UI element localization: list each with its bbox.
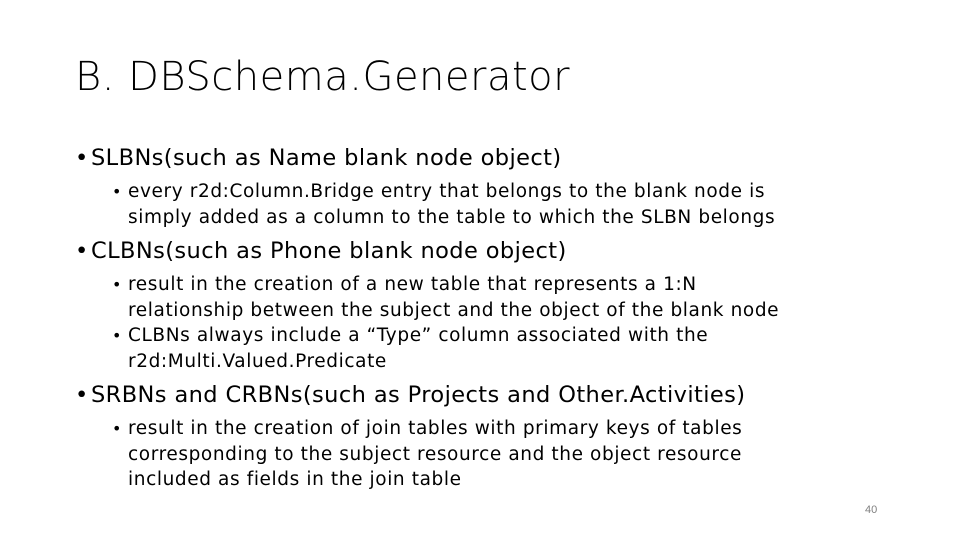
sub-bullet-line: CLBNs always include a “Type” column associated with the bbox=[128, 325, 709, 346]
sub-bullet-line: result in the creation of join tables with primary keys of tables bbox=[128, 418, 743, 439]
sub-bullet-item bbox=[112, 179, 925, 230]
sub-bullet-line: corresponding to the subject resource and the object resource bbox=[128, 443, 742, 465]
bullet-icon: • bbox=[75, 145, 89, 171]
bullet-icon: • bbox=[75, 382, 89, 408]
bullet-icon: • bbox=[112, 326, 123, 345]
bullet-text: SRBNs and CRBNs(such as Projects and Other.Activities) bbox=[91, 382, 746, 408]
slide-title: B. DBSchema.Generator bbox=[75, 54, 571, 100]
sub-bullet-line: every r2d:Column.Bridge entry that belongs to the blank node is bbox=[128, 181, 766, 202]
bullet-item bbox=[75, 236, 925, 266]
slide-body bbox=[75, 143, 925, 499]
sub-bullet-item bbox=[112, 323, 925, 374]
sub-bullet-line: simply added as a column to the table to which the SLBN belongs bbox=[128, 206, 776, 228]
bullet-icon: • bbox=[75, 238, 89, 264]
sub-bullet-line: included as fields in the join table bbox=[128, 469, 462, 490]
bullet-icon: • bbox=[112, 275, 123, 294]
sub-bullet-line: r2d:Multi.Valued.Predicate bbox=[128, 350, 387, 372]
sub-list bbox=[112, 179, 925, 230]
bullet-item bbox=[75, 380, 925, 410]
sub-bullet-item bbox=[112, 272, 925, 323]
sub-bullet-line: result in the creation of a new table that represents a 1:N bbox=[128, 274, 697, 295]
sub-list bbox=[112, 272, 925, 374]
page-number: 40 bbox=[865, 504, 878, 516]
bullet-item bbox=[75, 143, 925, 173]
bullet-text: SLBNs(such as Name blank node object) bbox=[91, 145, 562, 171]
sub-bullet-line: relationship between the subject and the object of the blank node bbox=[128, 299, 780, 321]
bullet-icon: • bbox=[112, 419, 123, 438]
bullet-text: CLBNs(such as Phone blank node object) bbox=[91, 238, 567, 264]
sub-list bbox=[112, 416, 925, 493]
bullet-icon: • bbox=[112, 182, 123, 201]
sub-bullet-item bbox=[112, 416, 925, 493]
